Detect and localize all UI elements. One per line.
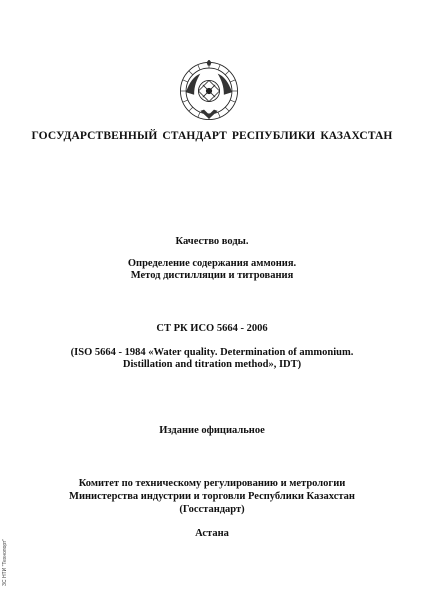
publisher-line-3: (Госстандарт) (179, 504, 245, 515)
iso-reference-line-1: (ISO 5664 - 1984 «Water quality. Determination of ammonium. (70, 347, 354, 358)
document-title-line-3: Метод дистилляции и титрования (130, 270, 294, 281)
document-title-line-1: Качество воды. (175, 236, 249, 247)
side-watermark-note: ЗС НТИ "Технопорт" (2, 538, 8, 586)
standard-code: СТ РК ИСО 5664 - 2006 (156, 323, 268, 334)
publisher-line-1: Комитет по техническому регулированию и метрологии (78, 478, 346, 489)
edition-label: Издание официальное (159, 425, 265, 436)
document-title-line-2: Определение содержания аммония. (127, 258, 297, 269)
city-label: Астана (195, 528, 229, 539)
iso-reference-line-2: Distillation and titration method», IDT) (122, 359, 302, 370)
publisher-line-2: Министерства индустрии и торговли Республики Казахстан (69, 491, 355, 502)
state-standard-heading: ГОСУДАРСТВЕННЫЙ СТАНДАРТ РЕСПУБЛИКИ КАЗАХСТАН (31, 130, 393, 142)
state-emblem-icon (178, 60, 240, 122)
